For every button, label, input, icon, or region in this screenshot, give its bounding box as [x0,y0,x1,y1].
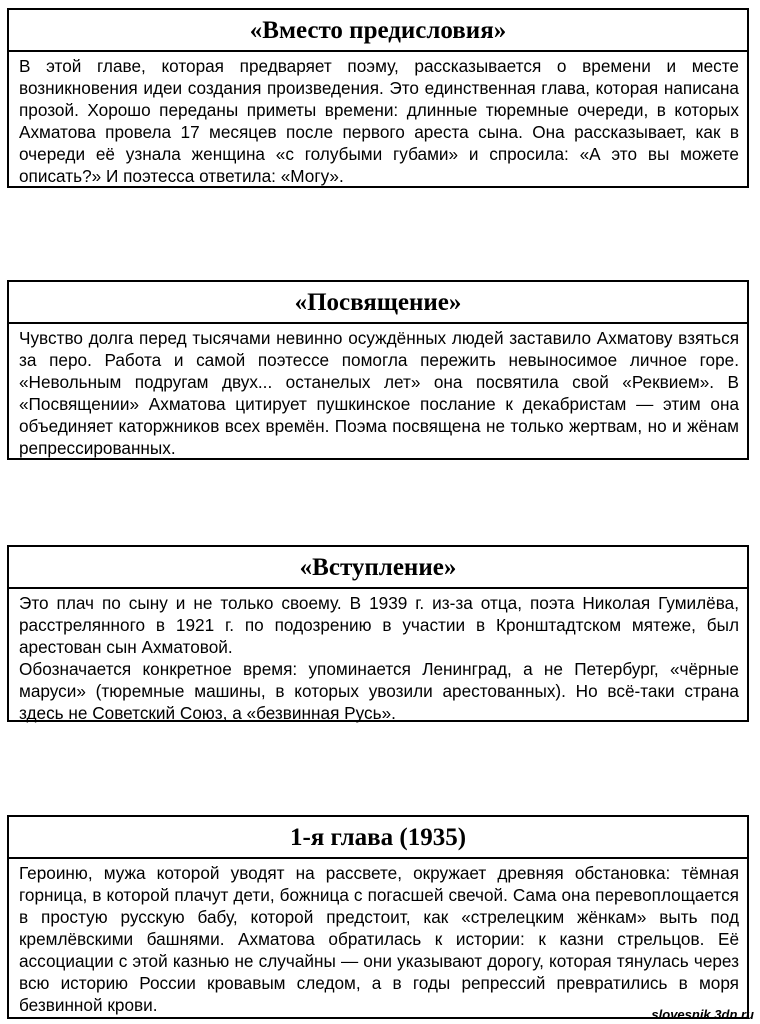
section-dedication [7,280,749,460]
section-body [9,859,747,1022]
section-preface [7,8,749,188]
paragraph: Обозначается конкретное время: упоминается Ленинград, а не Петербург, «чёрные маруси» (тюремные машины, в которых увозили арестованных). Но всё-таки страна здесь не Советский Союз, а «безвинная Русь». [19,659,739,723]
section-title: 1-я глава (1935) [9,817,747,859]
section-body [9,589,747,730]
section-title: «Посвящение» [9,282,747,324]
section-title: «Вступление» [9,547,747,589]
paragraph: Это плач по сыну и не только своему. В 1939 г. из-за отца, поэта Николая Гумилёва, расстрелянного в 1921 г. по подозрению в участии в Кронштадтском мятеже, был арестован сын Ахматовой. [19,593,739,657]
watermark: slovesnik.3dn.ru [651,1007,754,1022]
section-title: «Вместо предисловия» [9,10,747,52]
section-chapter-1 [7,815,749,1019]
paragraph: В этой главе, которая предваряет поэму, рассказывается о времени и месте возникновения идеи создания произведения. Это единственная глава, которая написана прозой. Хорошо переданы приметы времени: длинные тюремные очереди, в которых Ахматова провела 17 месяцев после первого ареста сына. Она рассказывает, как в очереди её узнала женщина «с голубыми губами» и спросила: «А это вы можете описать?» И поэтесса ответила: «Могу». [19,56,739,186]
section-body [9,324,747,465]
paragraph: Героиню, мужа которой уводят на рассвете, окружает древняя обстановка: тёмная горница, в которой плачут дети, божница с погасшей свечой. Сама она перевоплощается в простую русскую бабу, которой предстоит, как «стрелецким жёнкам» выть под кремлёвскими башнями. Ахматова обратилась к истории: к казни стрельцов. Её ассоциации с этой казнью не случайны — они указывают дорогу, которая тянулась через всю историю России кровавым следом, а в годы репрессий превратились в моря безвинной крови. [19,863,739,1015]
section-introduction [7,545,749,722]
section-body [9,52,747,193]
paragraph: Чувство долга перед тысячами невинно осуждённых людей заставило Ахматову взяться за перо. Работа и самой поэтессе помогла пережить невыносимое личное горе. «Невольным подругам двух... останелых лет» она посвятила свой «Реквием». В «Посвящении» Ахматова цитирует пушкинское послание к декабристам — этим она объединяет каторжников всех времён. Поэма посвящена не только жертвам, но и жёнам репрессированных. [19,328,739,458]
